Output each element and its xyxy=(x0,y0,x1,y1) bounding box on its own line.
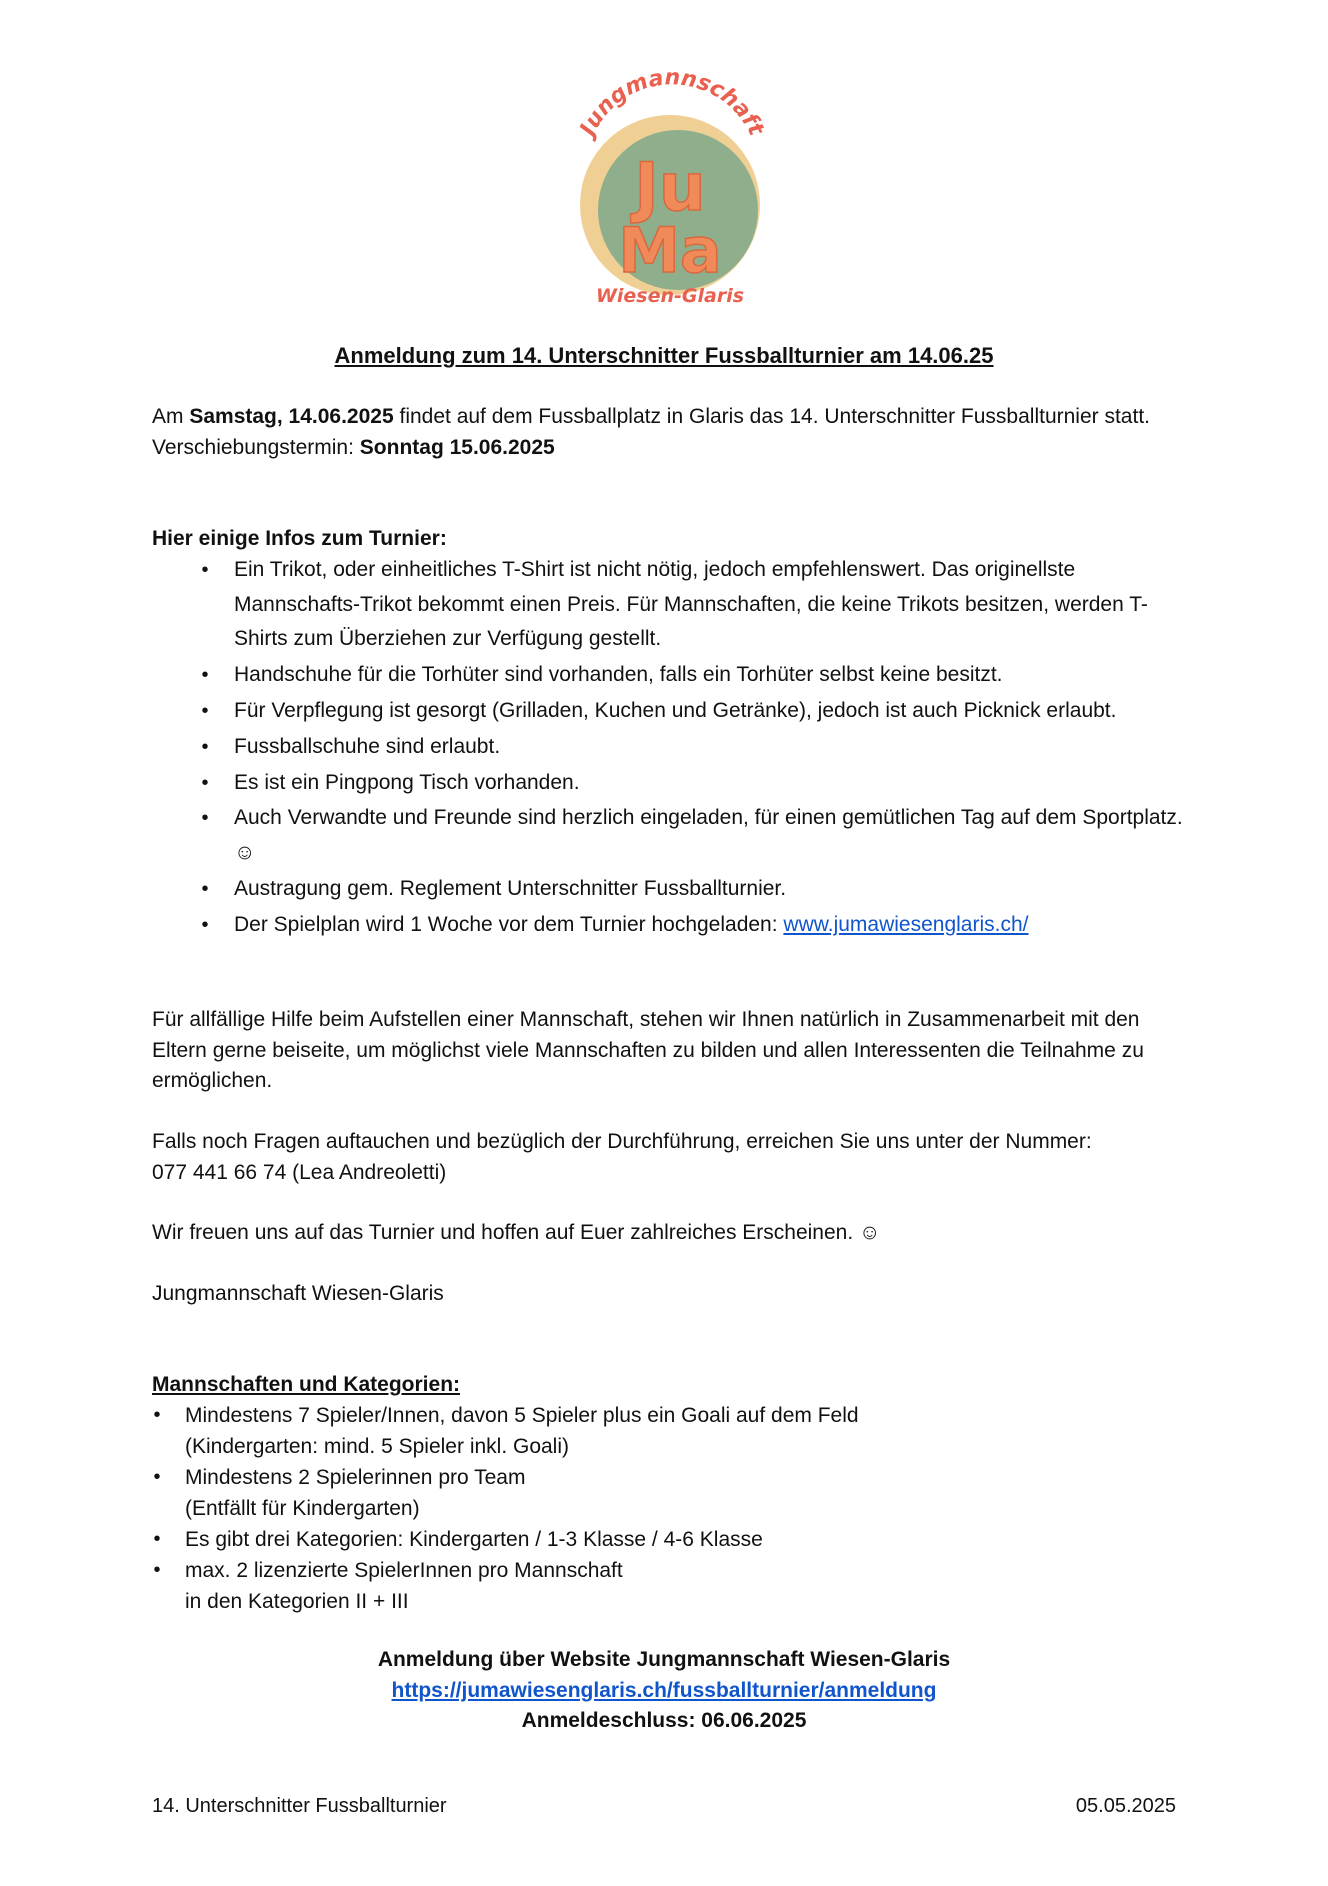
bullet-icon: • xyxy=(153,1404,161,1426)
list-item-text: Auch Verwandte und Freunde sind herzlich eingeladen, für einen gemütlichen Tag auf dem Sportplatz. ☺ xyxy=(234,806,1183,864)
bullet-icon: • xyxy=(201,807,209,830)
list-item-subtext: (Entfällt für Kindergarten) xyxy=(185,1497,420,1520)
bullet-icon: • xyxy=(201,771,209,794)
bullet-icon: • xyxy=(153,1466,161,1488)
list-item-subtext: in den Kategorien II + III xyxy=(185,1590,409,1613)
postponement-paragraph xyxy=(152,433,1192,464)
postponement-label: Verschiebungstermin: xyxy=(152,435,360,459)
page-title: Anmeldung zum 14. Unterschnitter Fussballturnier am 14.06.25 xyxy=(334,343,994,368)
bullet-icon: • xyxy=(201,735,209,758)
logo-letters-top: Ju xyxy=(634,149,706,226)
contact-phone: 077 441 66 74 (Lea Andreoletti) xyxy=(152,1160,447,1184)
list-item xyxy=(200,908,1200,943)
schedule-link[interactable]: www.jumawiesenglaris.ch/ xyxy=(783,912,1029,936)
list-item xyxy=(152,1462,1152,1524)
bullet-icon: • xyxy=(201,913,209,936)
bullet-icon: • xyxy=(201,699,209,722)
closing-text: Wir freuen uns auf das Turnier und hoffen auf Euer zahlreiches Erscheinen. ☺ xyxy=(152,1221,881,1244)
intro-text-2: findet auf dem Fussballplatz in Glaris das 14. Unterschnitter Fussballturnier statt. xyxy=(393,405,1150,428)
list-item xyxy=(152,1524,1152,1555)
list-item-text: Ein Trikot, oder einheitliches T-Shirt ist nicht nötig, jedoch empfehlenswert. Das originellste Mannschafts-Trikot bekommt einen Preis. Für Mannschaften, die keine Trikots besitzen, werden T-Shirts zum Überziehen zur Verfügung gestellt. xyxy=(234,558,1148,650)
list-item-text: Austragung gem. Reglement Unterschnitter Fussballturnier. xyxy=(234,876,787,900)
registration-block xyxy=(0,1645,1328,1737)
list-item-subtext: (Kindergarten: mind. 5 Spieler inkl. Goali) xyxy=(185,1435,570,1458)
list-item-text: Fussballschuhe sind erlaubt. xyxy=(234,734,501,758)
logo-arc-text: Jungmannschaft xyxy=(575,65,769,140)
list-item-text: Für Verpflegung ist gesorgt (Grilladen, Kuchen und Getränke), jedoch ist auch Picknick erlaubt. xyxy=(234,698,1117,722)
postponement-date: Sonntag 15.06.2025 xyxy=(359,435,555,459)
list-item xyxy=(200,766,1200,801)
list-item xyxy=(152,1555,1152,1617)
intro-paragraph xyxy=(152,402,1192,433)
infos-heading: Hier einige Infos zum Turnier: xyxy=(152,527,447,550)
bullet-icon: • xyxy=(153,1528,161,1550)
list-item xyxy=(200,730,1200,765)
list-item-text: Mindestens 2 Spielerinnen pro Team xyxy=(185,1466,526,1489)
intro-block xyxy=(152,402,1192,463)
list-item xyxy=(200,801,1200,870)
intro-text-1: Am xyxy=(152,405,190,428)
bullet-icon: • xyxy=(153,1559,161,1581)
signature: Jungmannschaft Wiesen-Glaris xyxy=(152,1282,444,1305)
list-item xyxy=(200,658,1200,693)
bullet-icon: • xyxy=(201,559,209,581)
list-item-text: Handschuhe für die Torhüter sind vorhanden, falls ein Torhüter selbst keine besitzt. xyxy=(234,662,1003,686)
bullet-icon: • xyxy=(201,877,209,900)
list-item-text: max. 2 lizenzierte SpielerInnen pro Mannschaft xyxy=(185,1559,623,1582)
bullet-icon: • xyxy=(201,663,209,686)
list-item-text: Der Spielplan wird 1 Woche vor dem Turnier hochgeladen: xyxy=(234,912,784,936)
list-item-text: Mindestens 7 Spieler/Innen, davon 5 Spieler plus ein Goali auf dem Feld xyxy=(185,1404,859,1427)
registration-heading: Anmeldung über Website Jungmannschaft Wiesen-Glaris xyxy=(377,1648,951,1671)
contact-line-1: Falls noch Fragen auftauchen und bezüglich der Durchführung, erreichen Sie uns unter der Nummer: xyxy=(152,1130,1092,1153)
logo-letters-bottom: Ma xyxy=(618,214,722,287)
registration-link[interactable]: https://jumawiesenglaris.ch/fussballturnier/anmeldung xyxy=(391,1678,937,1702)
list-item xyxy=(200,694,1200,729)
list-item-text: Es ist ein Pingpong Tisch vorhanden. xyxy=(234,770,580,794)
infos-list xyxy=(200,553,1200,944)
list-item xyxy=(200,872,1200,907)
list-item xyxy=(200,553,1200,657)
event-date: Samstag, 14.06.2025 xyxy=(189,405,394,428)
list-item-text: Es gibt drei Kategorien: Kindergarten / 1-3 Klasse / 4-6 Klasse xyxy=(185,1528,763,1551)
registration-deadline: Anmeldeschluss: 06.06.2025 xyxy=(521,1709,807,1732)
contact-paragraph xyxy=(152,1127,1192,1188)
teams-heading: Mannschaften und Kategorien: xyxy=(152,1373,461,1396)
juma-logo xyxy=(560,60,780,310)
logo-bottom-text: Wiesen-Glaris xyxy=(595,285,745,307)
footer-right: 05.05.2025 xyxy=(1075,1795,1176,1817)
footer-left: 14. Unterschnitter Fussballturnier xyxy=(152,1795,447,1817)
list-item xyxy=(152,1400,1152,1462)
teams-list xyxy=(152,1400,1152,1617)
help-paragraph: Für allfällige Hilfe beim Aufstellen einer Mannschaft, stehen wir Ihnen natürlich in Zusammenarbeit mit den Eltern gerne beiseite, um möglichst viele Mannschaften zu bilden und allen Interessenten die Teilnahme zu ermöglichen. xyxy=(152,1008,1144,1092)
